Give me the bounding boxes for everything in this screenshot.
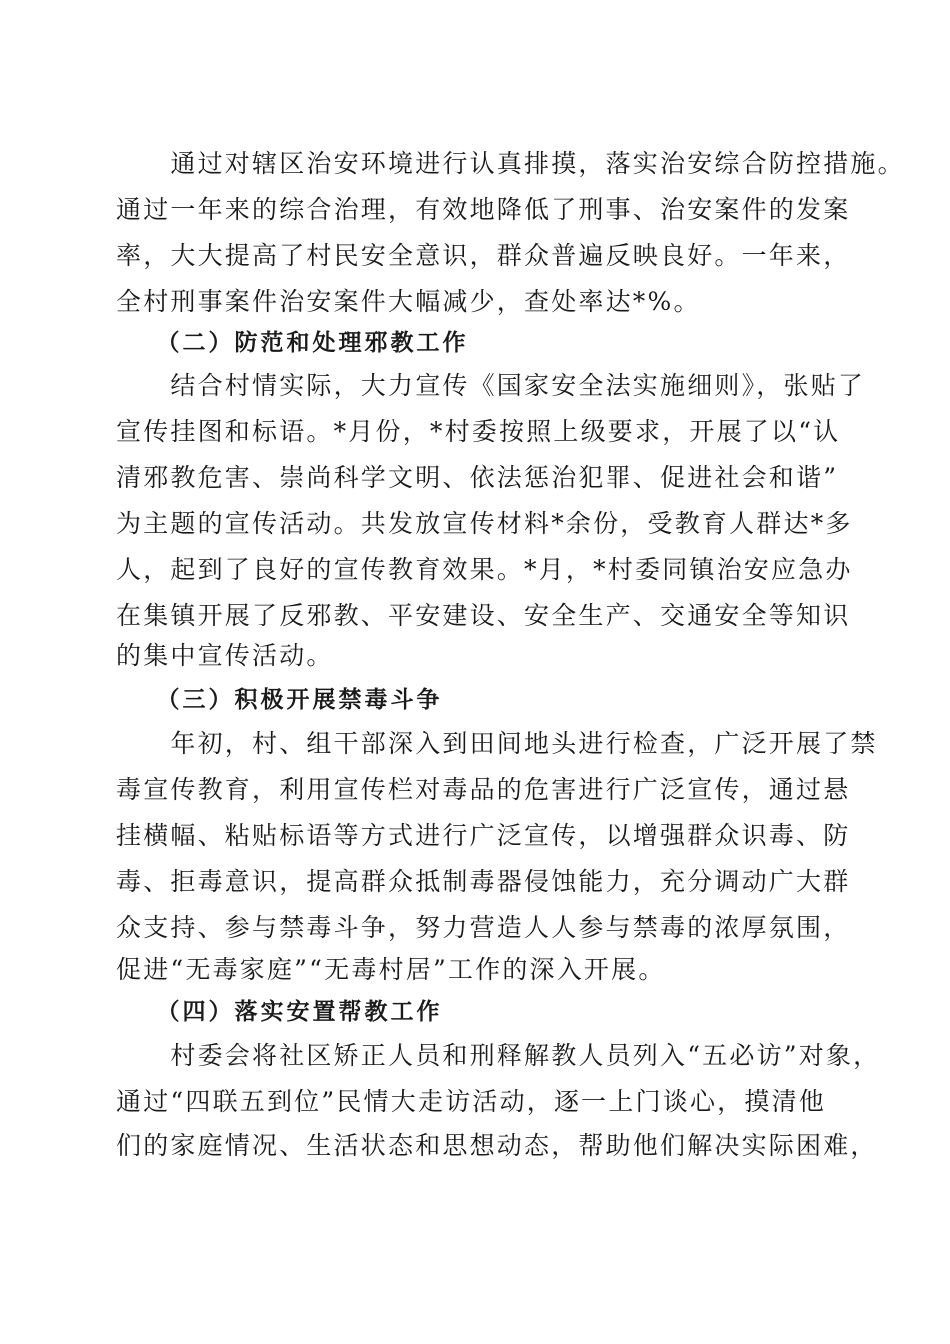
section-heading-2: （二）防范和处理邪教工作 <box>116 330 469 356</box>
paragraph-line: 全村刑事案件治安案件大幅减少，查处率达*%。 <box>116 287 701 316</box>
paragraph-line: 率，大大提高了村民安全意识，群众普遍反映良好。一年来， <box>116 241 851 270</box>
paragraph-line: 村委会将社区矫正人员和刑释解教人员列入“五必访”对象， <box>116 1041 881 1070</box>
paragraph-line: 通过对辖区治安环境进行认真排摸，落实治安综合防控措施。 <box>116 149 905 178</box>
section-heading-4: （四）落实安置帮教工作 <box>116 999 443 1025</box>
paragraph-line: 年初，村、组干部深入到田间地头进行检查，广泛开展了禁 <box>116 729 878 758</box>
paragraph-line: 们的家庭情况、生活状态和思想动态，帮助他们解决实际困难， <box>116 1131 878 1160</box>
paragraph-line: 宣传挂图和标语。*月份，*村委按照上级要求，开展了以“认 <box>116 417 841 446</box>
paragraph-line: 毒宣传教育，利用宣传栏对毒品的危害进行广泛宣传，通过悬 <box>116 775 851 804</box>
section-heading-3: （三）积极开展禁毒斗争 <box>116 687 443 713</box>
paragraph-line: 通过“四联五到位”民情大走访活动，逐一上门谈心，摸清他 <box>116 1087 826 1116</box>
paragraph-line: 在集镇开展了反邪教、平安建设、安全生产、交通安全等知识 <box>116 601 851 630</box>
paragraph-line: 人，起到了良好的宣传教育效果。*月，*村委同镇治安应急办 <box>116 555 853 584</box>
paragraph-line: 通过一年来的综合治理，有效地降低了刑事、治安案件的发案 <box>116 195 851 224</box>
paragraph-line: 毒、拒毒意识，提高群众抵制毒器侵蚀能力，充分调动广大群 <box>116 867 851 896</box>
paragraph-line: 的集中宣传活动。 <box>116 641 334 670</box>
paragraph-line: 众支持、参与禁毒斗争，努力营造人人参与禁毒的浓厚氛围， <box>116 913 851 942</box>
paragraph-line: 促进“无毒家庭”“无毒村居”工作的深入开展。 <box>116 955 666 984</box>
paragraph-line: 清邪教危害、崇尚科学文明、依法惩治犯罪、促进社会和谐” <box>116 463 839 492</box>
paragraph-line: 结合村情实际，大力宣传《国家安全法实施细则》，张贴了 <box>116 371 866 400</box>
paragraph-line: 为主题的宣传活动。共发放宣传材料*余份，受教育人群达*多 <box>116 509 853 538</box>
paragraph-line: 挂横幅、粘贴标语等方式进行广泛宣传，以增强群众识毒、防 <box>116 821 851 850</box>
